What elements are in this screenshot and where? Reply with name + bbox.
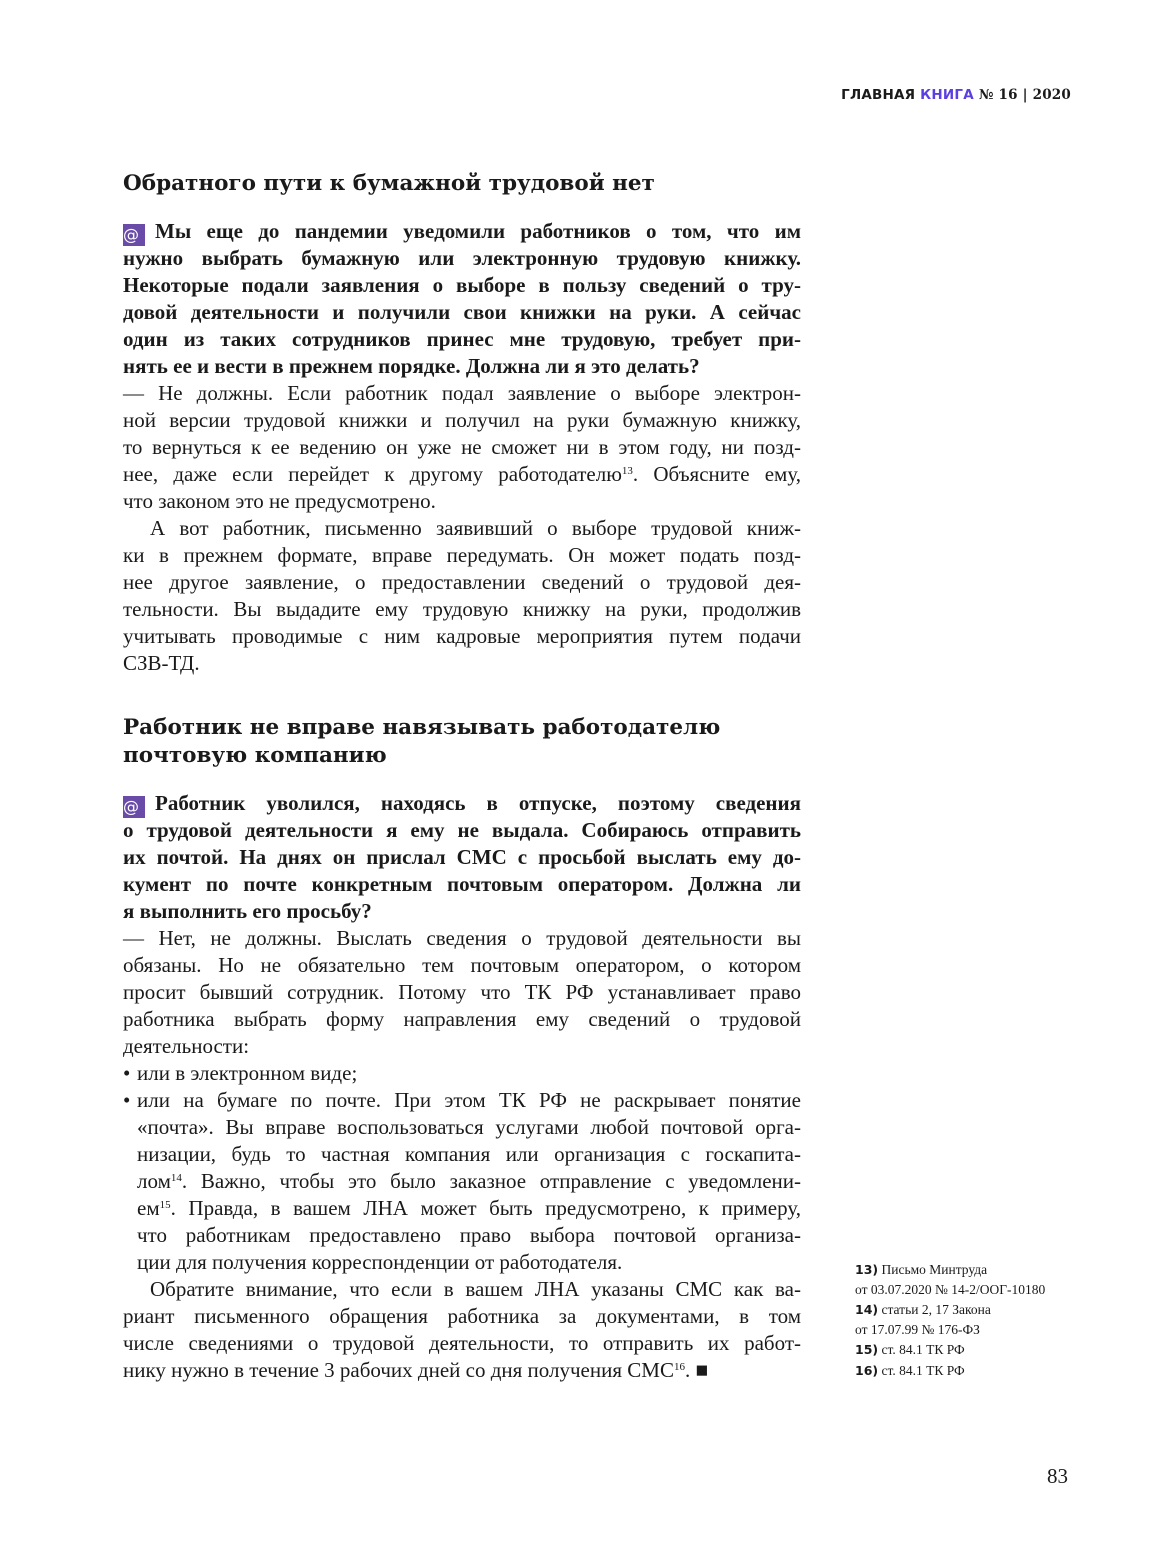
paragraph	[123, 1276, 801, 1384]
text-run: ции для получения корреспонденции от работодателя.	[137, 1250, 623, 1274]
text-run: деятельности:	[123, 1034, 250, 1058]
text-line	[123, 925, 801, 952]
text-run: лом	[137, 1169, 171, 1193]
text-line	[123, 844, 801, 871]
footnote	[855, 1361, 1045, 1381]
text-line	[123, 898, 801, 925]
text-line	[123, 596, 801, 623]
text-run: нее другое заявление, о предоставлении сведений о трудовой дея-	[123, 570, 801, 594]
text-run: . Объясните ему,	[632, 462, 801, 486]
text-run: — Нет, не должны. Выслать сведения о трудовой деятельности вы	[123, 926, 801, 950]
text-line	[123, 407, 801, 434]
text-line	[123, 461, 801, 488]
paragraph	[123, 1060, 801, 1087]
text-run: Мы еще до пандемии уведомили работников о том, что им	[155, 219, 801, 243]
text-line	[123, 542, 801, 569]
footnote-ref: 15	[159, 1199, 171, 1211]
text-line	[123, 871, 801, 898]
text-line	[123, 1060, 801, 1087]
footnote-line	[855, 1260, 1045, 1280]
text-run: ки в прежнем формате, вправе передумать. Он может подать позд-	[123, 543, 801, 567]
running-header	[841, 87, 1071, 103]
text-run: Обратите внимание, что если в вашем ЛНА указаны СМС как ва-	[150, 1277, 801, 1301]
footnote-number: 13)	[855, 1262, 879, 1277]
brand-name: ГЛАВНАЯ	[841, 87, 916, 103]
text-line	[123, 569, 801, 596]
text-line	[123, 1114, 801, 1141]
text-run: — Не должны. Если работник подал заявление о выборе электрон-	[123, 381, 801, 405]
text-run: или на бумаге по почте. При этом ТК РФ не раскрывает понятие	[137, 1088, 801, 1112]
text-run: числе сведениями о трудовой деятельности, то отправить их работ-	[123, 1331, 801, 1355]
heading-line: почтовую компанию	[123, 743, 387, 768]
text-run: Некоторые подали заявления о выборе в пользу сведений о тру-	[123, 273, 801, 297]
text-run: их почтой. На днях он прислал СМС с просьбой выслать ему до-	[123, 845, 801, 869]
text-run: о трудовой деятельности я ему не выдала. Собираюсь отправить	[123, 818, 801, 842]
text-run: просит бывший сотрудник. Потому что ТК РФ устанавливает право	[123, 980, 801, 1004]
text-run: работника выбрать форму направления ему сведений о трудовой	[123, 1007, 801, 1031]
text-line	[123, 488, 801, 515]
article-section	[123, 170, 801, 677]
question	[123, 790, 801, 925]
page-number: 83	[1047, 1464, 1068, 1488]
text-run: обязаны. Но не обязательно тем почтовым оператором, о котором	[123, 953, 801, 977]
footnote-text: статьи 2, 17 Закона	[881, 1302, 991, 1317]
text-line	[123, 1222, 801, 1249]
text-line	[123, 817, 801, 844]
section-heading	[123, 170, 801, 198]
text-run: тельности. Вы выдадите ему трудовую книжку на руки, продолжив	[123, 597, 801, 621]
section-heading	[123, 714, 801, 770]
paragraph	[123, 925, 801, 1060]
footnote-text: Письмо Минтруда	[881, 1262, 988, 1277]
text-run: кумент по почте конкретным почтовым оператором. Должна ли	[123, 872, 801, 896]
text-line	[123, 1168, 801, 1195]
text-run: риант письменного обращения работника за документами, в том	[123, 1304, 801, 1328]
text-line	[123, 650, 801, 677]
text-run: нику нужно в течение 3 рабочих дней со дня получения СМС	[123, 1358, 674, 1382]
text-run: . ■	[684, 1358, 709, 1382]
question-at-icon: @	[123, 796, 145, 818]
text-run: или в электронном виде;	[137, 1061, 358, 1085]
footnote	[855, 1300, 1045, 1339]
footnote-ref: 13	[621, 465, 633, 477]
text-run: нять ее и вести в прежнем порядке. Должна ли я это делать?	[123, 354, 700, 378]
text-line	[123, 299, 801, 326]
heading-line: Обратного пути к бумажной трудовой нет	[123, 171, 655, 196]
footnote-text: от 17.07.99 № 176-ФЗ	[855, 1321, 980, 1337]
text-run: нее, даже если перейдет к другому работодателю	[123, 462, 622, 486]
footnotes	[855, 1260, 1045, 1381]
text-line	[123, 515, 801, 542]
paragraph	[123, 515, 801, 677]
text-line	[123, 1006, 801, 1033]
issue-number: № 16 | 2020	[978, 87, 1071, 103]
text-line	[123, 1330, 801, 1357]
text-run: то вернуться к ее ведению он уже не сможет ни в этом году, ни позд-	[123, 435, 801, 459]
footnote	[855, 1340, 1045, 1360]
text-line	[123, 272, 801, 299]
footnote	[855, 1260, 1045, 1299]
text-run: СЗВ-ТД.	[123, 651, 200, 675]
text-line	[123, 245, 801, 272]
text-run: я выполнить его просьбу?	[123, 899, 372, 923]
text-run: ной версии трудовой книжки и получил на руки бумажную книжку,	[123, 408, 801, 432]
text-line	[123, 326, 801, 353]
question	[123, 218, 801, 380]
question-at-icon: @	[123, 224, 145, 246]
text-run: что работникам предоставлено право выбора почтовой организа-	[137, 1223, 801, 1247]
text-line	[123, 353, 801, 380]
text-line	[123, 1276, 801, 1303]
text-line	[123, 218, 801, 245]
text-run: ем	[137, 1196, 160, 1220]
footnote-ref: 16	[673, 1361, 685, 1373]
footnote-line	[855, 1300, 1045, 1320]
footnote-number: 15)	[855, 1342, 879, 1357]
text-run: низации, будь то частная компания или организация с госкапита-	[137, 1142, 801, 1166]
paragraph	[123, 1087, 801, 1276]
text-line	[123, 1249, 801, 1276]
footnote-number: 16)	[855, 1362, 879, 1378]
footnote-line	[855, 1361, 1045, 1381]
text-run: нужно выбрать бумажную или электронную трудовую книжку.	[123, 246, 801, 270]
footnote-number: 14)	[855, 1302, 879, 1317]
text-run: «почта». Вы вправе воспользоваться услугами любой почтовой орга-	[137, 1115, 801, 1139]
text-run: учитывать проводимые с ним кадровые мероприятия путем подачи	[123, 624, 801, 648]
text-line	[123, 790, 801, 817]
footnote-text: ст. 84.1 ТК РФ	[881, 1342, 965, 1357]
text-line	[123, 380, 801, 407]
text-run: довой деятельности и получили свои книжки на руки. А сейчас	[123, 300, 801, 324]
text-line	[123, 979, 801, 1006]
bullet-icon: •	[123, 1061, 131, 1085]
footnote-line	[855, 1340, 1045, 1360]
text-run: . Важно, чтобы это было заказное отправление с уведомлени-	[181, 1169, 801, 1193]
text-line	[123, 1033, 801, 1060]
text-run: А вот работник, письменно заявивший о выборе трудовой книж-	[150, 516, 801, 540]
text-run: что законом это не предусмотрено.	[123, 489, 436, 513]
footnote-text: от 03.07.2020 № 14-2/ООГ-10180	[855, 1281, 1046, 1297]
text-line	[123, 1303, 801, 1330]
paragraph	[123, 380, 801, 515]
brand-name-accent: КНИГА	[920, 87, 974, 103]
text-run: . Правда, в вашем ЛНА может быть предусмотрено, к примеру,	[170, 1196, 801, 1220]
footnote-line	[855, 1320, 1045, 1340]
text-line	[123, 434, 801, 461]
footnote-ref: 14	[170, 1172, 182, 1184]
text-line	[123, 952, 801, 979]
heading-line: Работник не вправе навязывать работодателю	[123, 715, 721, 740]
bullet-icon: •	[123, 1088, 131, 1112]
text-line	[123, 623, 801, 650]
text-line	[123, 1195, 801, 1222]
footnote-text: ст. 84.1 ТК РФ	[881, 1362, 965, 1378]
text-line	[123, 1357, 801, 1384]
footnote-line	[855, 1280, 1045, 1300]
text-line	[123, 1141, 801, 1168]
article-section	[123, 714, 801, 1384]
text-run: Работник уволился, находясь в отпуске, поэтому сведения	[155, 791, 801, 815]
text-run: один из таких сотрудников принес мне трудовую, требует при-	[123, 327, 801, 351]
text-line	[123, 1087, 801, 1114]
